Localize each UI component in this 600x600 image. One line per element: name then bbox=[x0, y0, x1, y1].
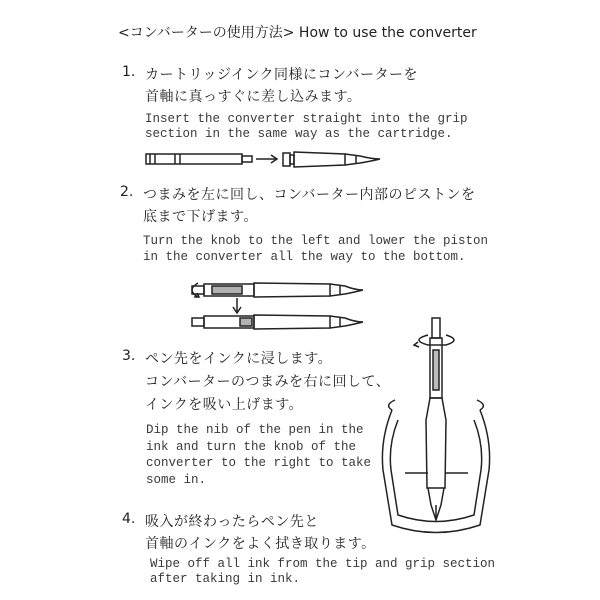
step-3-jp-line-3: インクを吸い上げます。 bbox=[145, 397, 304, 413]
step-3-number: 3. bbox=[122, 348, 136, 364]
step-4-number: 4. bbox=[122, 511, 136, 527]
pen-piston-lowered-illustration bbox=[192, 315, 363, 329]
step-3-jp-line-1: ペン先をインクに浸します。 bbox=[145, 351, 333, 367]
rotate-knob-icon bbox=[414, 335, 454, 347]
step-3-en-line-3: converter to the right to take bbox=[146, 456, 372, 470]
step-1-jp-line-1: カートリッジインク同様にコンバーターを bbox=[145, 67, 418, 83]
arrow-down-icon bbox=[233, 298, 241, 313]
converter-illustration bbox=[146, 154, 252, 164]
arrow-right-icon bbox=[256, 155, 277, 163]
step-4-jp-line-2: 首軸のインクをよく拭き取ります。 bbox=[145, 536, 376, 552]
step-1-en-line-1: Insert the converter straight into the grip bbox=[145, 112, 468, 126]
step-1-en-line-2: section in the same way as the cartridge. bbox=[145, 127, 453, 141]
pen-in-ink-bottle-illustration bbox=[382, 318, 489, 533]
step-4-en-line-2: after taking in ink. bbox=[150, 572, 301, 586]
step-4-jp-line-1: 吸入が終わったらペン先と bbox=[145, 514, 319, 530]
step-2-jp-line-1: つまみを左に回し、コンバーター内部のピストンを bbox=[143, 187, 476, 203]
step-2-en-line-1: Turn the knob to the left and lower the piston bbox=[143, 234, 489, 248]
grip-section-illustration bbox=[283, 152, 380, 167]
step-2-jp-line-2: 底まで下げます。 bbox=[143, 209, 258, 225]
step-3-en-line-4: some in. bbox=[146, 473, 207, 487]
step-4-en-line-1: Wipe off all ink from the tip and grip section bbox=[150, 557, 496, 571]
step-3-en-line-1: Dip the nib of the pen in the bbox=[146, 423, 364, 437]
pen-knob-left-illustration bbox=[192, 283, 363, 297]
step-1-jp-line-2: 首軸に真っすぐに差し込みます。 bbox=[145, 89, 362, 105]
step-2-en-line-2: in the converter all the way to the bottom. bbox=[143, 250, 466, 264]
step-1-number: 1. bbox=[122, 64, 136, 80]
step-3-jp-line-2: コンバーターのつまみを右に回して、 bbox=[145, 374, 391, 390]
step-2-number: 2. bbox=[120, 184, 134, 200]
page-title: <コンバーターの使用方法> How to use the converter bbox=[118, 25, 477, 41]
step-3-en-line-2: ink and turn the knob of the bbox=[146, 440, 357, 454]
